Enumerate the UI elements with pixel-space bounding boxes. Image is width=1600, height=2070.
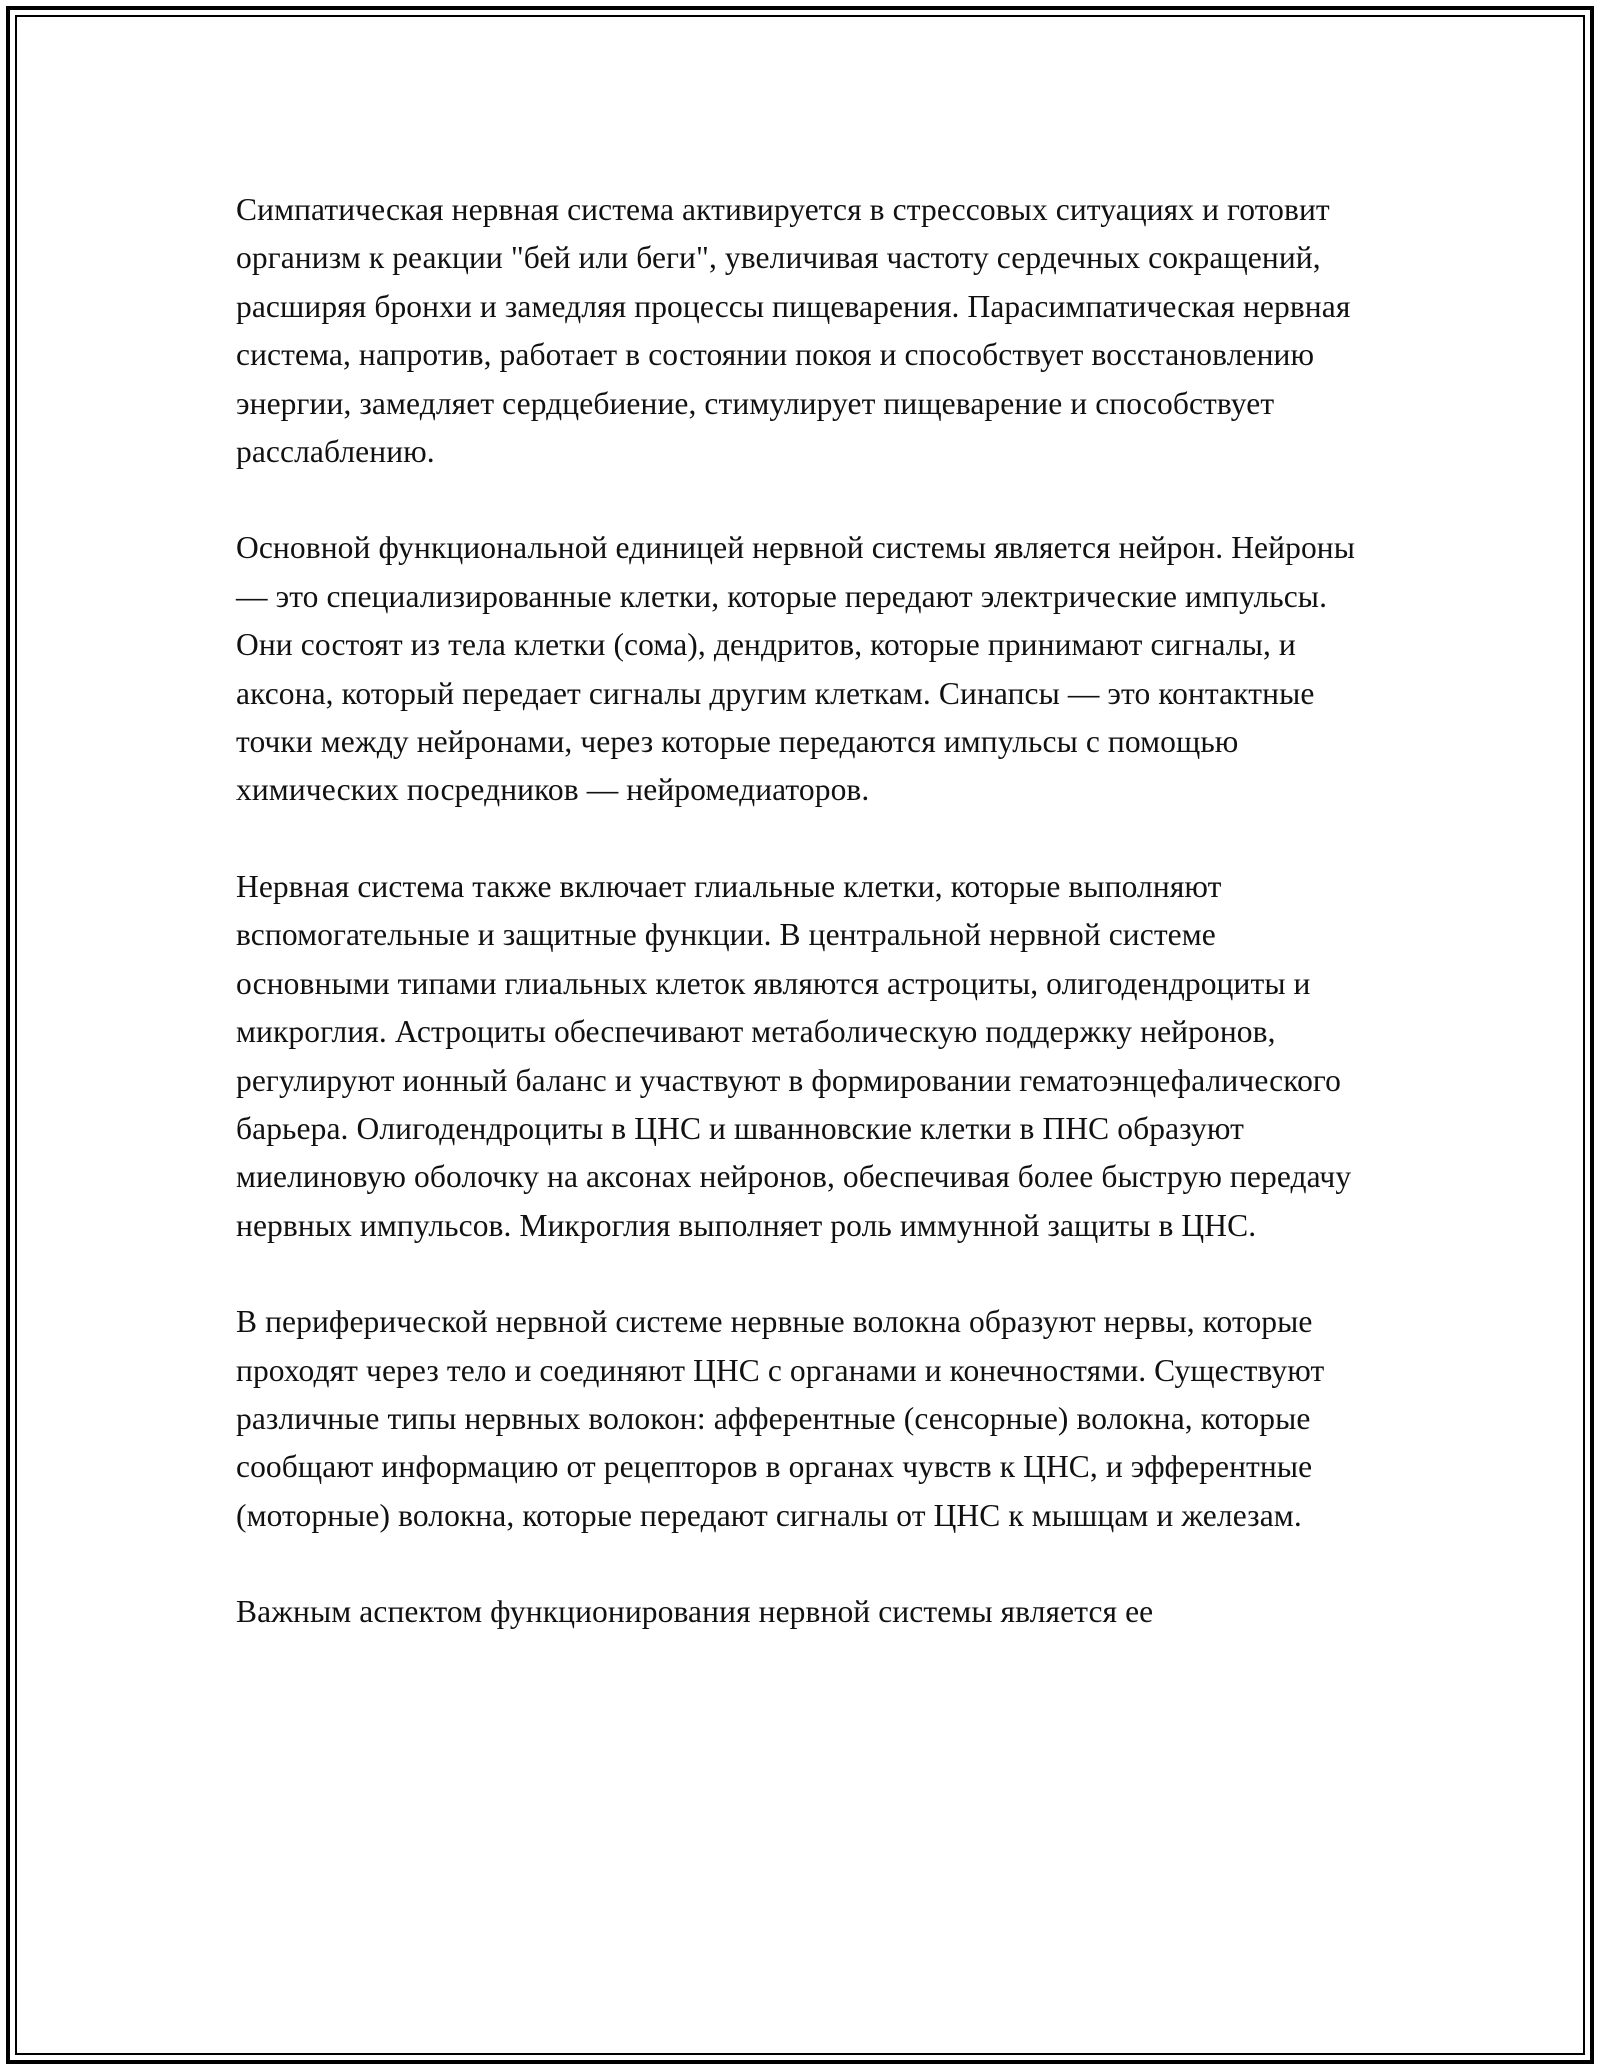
- paragraph-peripheral-nervous-system: В периферической нервной системе нервные волокна образуют нервы, которые проходят через тело и соединяют ЦНС с органами и конечностями. Существуют различные типы нервных волокон: афферентные (сенсорные) волокна, которые сообщают информацию от рецепторов в органах чувств к ЦНС, и эфферентные (моторные) волокна, которые передают сигналы от ЦНС к мышцам и железам.: [236, 1304, 1325, 1533]
- paragraph-glial-cells: Нервная система также включает глиальные клетки, которые выполняют вспомогательные и защитные функции. В центральной нервной системе основными типами глиальных клеток являются астроциты, олигодендроциты и микроглия. Астроциты обеспечивают метаболическую поддержку нейронов, регулируют ионный баланс и участвуют в формировании гематоэнцефалического барьера. Олигодендроциты в ЦНС и шванновские клетки в ПНС образуют миелиновую оболочку на аксонах нейронов, обеспечивая более быструю передачу нервных импульсов. Микроглия выполняет роль иммунной защиты в ЦНС.: [236, 868, 1352, 1243]
- paragraph-sympathetic-parasympathetic: Симпатическая нервная система активируется в стрессовых ситуациях и готовит организм к реакции "бей или беги", увеличивая частоту сердечных сокращений, расширяя бронхи и замедляя процессы пищеварения. Парасимпатическая нервная система, напротив, работает в состоянии покоя и способствует восстановлению энергии, замедляет сердцебиение, стимулирует пищеварение и способствует расслаблению.: [236, 192, 1351, 470]
- paragraph-neuron: Основной функциональной единицей нервной системы является нейрон. Нейроны — это специализированные клетки, которые передают электрические импульсы. Они состоят из тела клетки (сома), дендритов, которые принимают сигналы, и аксона, который передает сигналы другим клеткам. Синапсы — это контактные точки между нейронами, через которые передаются импульсы с помощью химических посредников — нейромедиаторов.: [236, 530, 1356, 808]
- document-body: [236, 186, 1376, 1685]
- paragraph-truncated: Важным аспектом функционирования нервной системы является ее: [236, 1594, 1154, 1630]
